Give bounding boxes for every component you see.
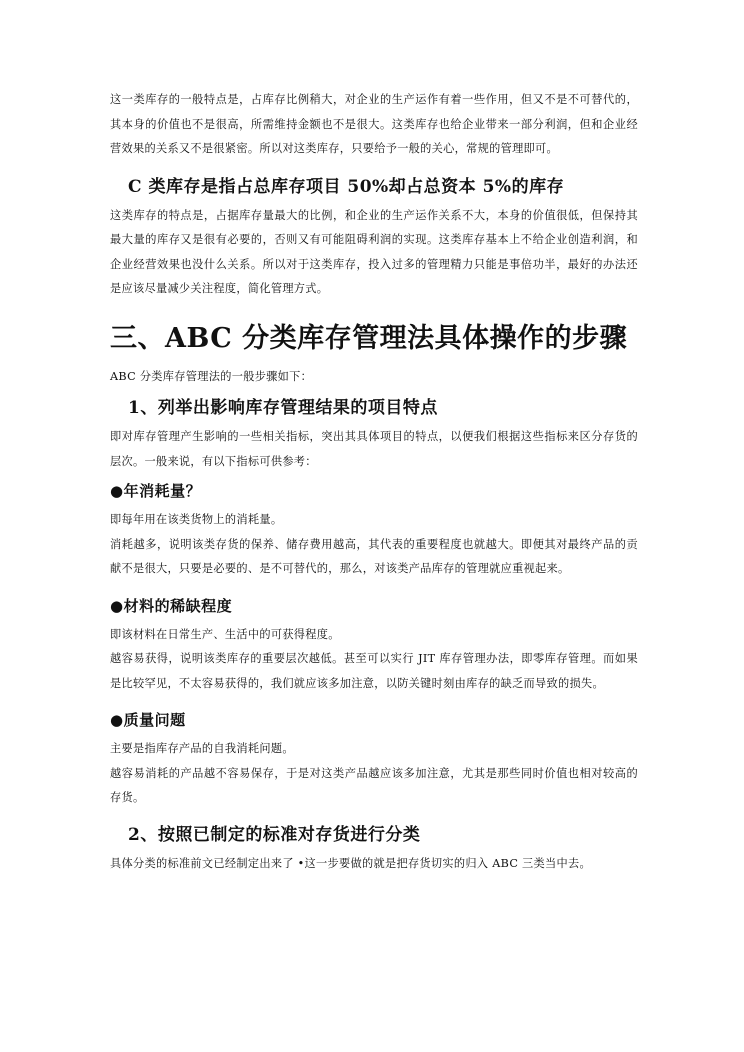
c-class-paragraph: 这类库存的特点是，占据库存量最大的比例，和企业的生产运作关系不大，本身的价值很低，但保持其最大量的库存又是很有必要的，否则又有可能阻碍利润的实现。这类库存基本上不给企业创造利润，和企业经营效果也没什么关系。所以对于这类库存，投入过多的管理精力只能是事倍功半，最好的办法还是应该尽量减少关注程度，简化管理方式。	[110, 208, 638, 295]
bullet-annual-consumption-heading: ●年消耗量？	[110, 482, 202, 500]
bullet-scarcity-line2: 越容易获得，说明该类库存的重要层次越低。甚至可以实行 JIT 库存管理办法，即零库存管理。而如果是比较罕见，不太容易获得的，我们就应该多加注意，以防关键时刻由库存的缺乏而导致的损失。	[110, 652, 638, 690]
document-content	[110, 88, 638, 876]
bullet-quality-line1: 主要是指库存产品的自我消耗问题。	[110, 742, 294, 755]
bullet-annual-consumption-line2: 消耗越多，说明该类存货的保养、储存费用越高，其代表的重要程度也就越大。即便其对最终产品的贡献不是很大，只要是必要的、是不可替代的，那么，对该类产品库存的管理就应重视起来。	[110, 537, 638, 575]
section-intro: ABC 分类库存管理法的一般步骤如下：	[110, 369, 313, 383]
step2-heading: 2、按照已制定的标准对存货进行分类	[128, 824, 421, 845]
step1-paragraph: 即对库存管理产生影响的一些相关指标，突出其具体项目的特点，以便我们根据这些指标来区分存货的层次。一般来说，有以下指标可供参考：	[110, 430, 638, 468]
bullet-scarcity-heading: ●材料的稀缺程度	[110, 596, 233, 615]
bullet-scarcity-line1: 即该材料在日常生产、生活中的可获得程度。	[110, 627, 340, 641]
step2-paragraph: 具体分类的标准前文已经制定出来了 •这一步要做的就是把存货切实的归入 ABC 三类当中去。	[110, 856, 591, 870]
bullet-quality-line2: 越容易消耗的产品越不容易保存，于是对这类产品越应该多加注意，尤其是那些同时价值也相对较高的存货。	[110, 766, 638, 804]
step1-heading: 1、列举出影响库存管理结果的项目特点	[128, 398, 438, 418]
intro-paragraph: 这一类库存的一般特点是，占库存比例稍大，对企业的生产运作有着一些作用，但又不是不可替代的，其本身的价值也不是很高，所需维持金额也不是很大。这类库存也给企业带来一部分利润，但和企业经营效果的关系又不是很紧密。所以对这类库存，只要给予一般的关心，常规的管理即可。	[110, 93, 638, 155]
bullet-quality-heading: ●质量问题	[110, 711, 186, 729]
c-class-heading: C 类库存是指占总库存项目 50%却占总资本 5%的库存	[128, 176, 565, 197]
bullet-annual-consumption-line1: 即每年用在该类货物上的消耗量。	[110, 513, 283, 526]
section-heading: 三、ABC 分类库存管理法具体操作的步骤	[110, 322, 628, 354]
